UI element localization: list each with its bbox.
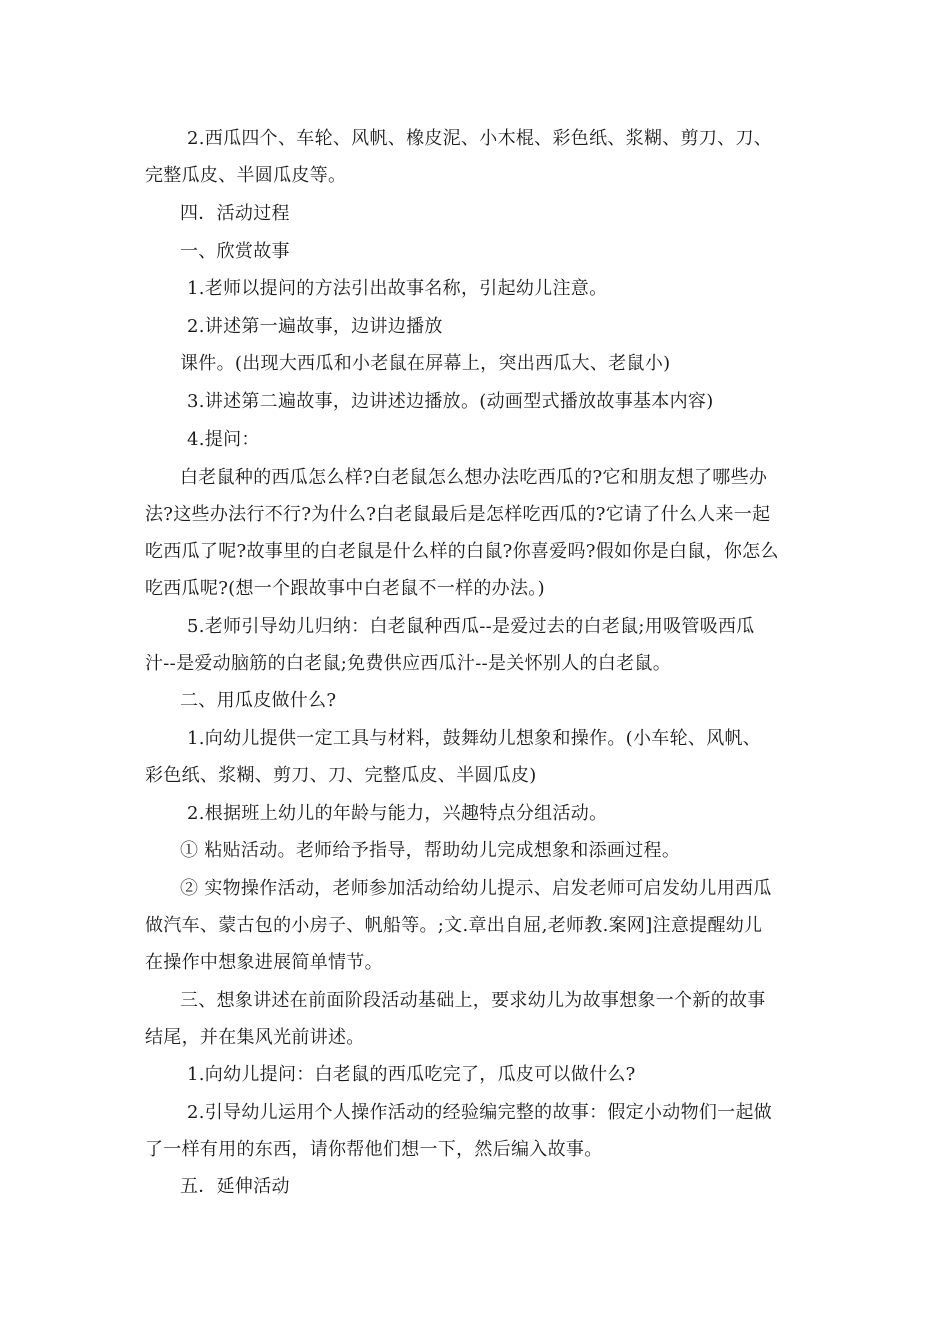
text-line: ② 实物操作活动，老师参加活动给幼儿提示、启发老师可启发幼儿用西瓜 [180,878,772,899]
section-heading: 四．活动过程 [180,203,290,224]
text-line: 完整瓜皮、半圆瓜皮等。 [145,165,347,186]
text-line: 吃西瓜了呢?故事里的白老鼠是什么样的白鼠?你喜爱吗?假如你是白鼠，你怎么 [145,541,779,562]
section-heading: 一、欣赏故事 [180,241,290,262]
text-line: 2.讲述第一遍故事，边讲边播放 [187,316,443,337]
text-line: 1.向幼儿提问：白老鼠的西瓜吃完了，瓜皮可以做什么? [187,1064,636,1085]
text-line: 课件。(出现大西瓜和小老鼠在屏幕上，突出西瓜大、老鼠小) [180,353,671,374]
text-line: 白老鼠种的西瓜怎么样?白老鼠怎么想办法吃西瓜的?它和朋友想了哪些办 [180,467,768,488]
text-line: 3.讲述第二遍故事，边讲述边播放。(动画型式播放故事基本内容) [187,391,714,412]
text-line: 法?这些办法行不行?为什么?白老鼠最后是怎样吃西瓜的?它请了什么人来一起 [145,504,771,525]
text-line: 2.根据班上幼儿的年龄与能力，兴趣特点分组活动。 [187,803,608,824]
text-line: 1.老师以提问的方法引出故事名称，引起幼儿注意。 [187,278,608,299]
text-line: 4.提问： [187,429,260,450]
text-line: 2.引导幼儿运用个人操作活动的经验编完整的故事：假定小动物们一起做 [187,1102,773,1123]
text-line: 1.向幼儿提供一定工具与材料，鼓舞幼儿想象和操作。(小车轮、风帆、 [187,728,762,749]
section-heading: 五．延伸活动 [180,1176,290,1197]
text-line: 彩色纸、浆糊、剪刀、刀、完整瓜皮、半圆瓜皮) [145,765,537,786]
text-line: 5.老师引导幼儿归纳：白老鼠种西瓜--是爱过去的白老鼠;用吸管吸西瓜 [187,616,755,637]
text-line: 结尾，并在集风光前讲述。 [145,1027,365,1048]
text-line: ① 粘贴活动。老师给予指导，帮助幼儿完成想象和添画过程。 [180,840,681,861]
text-line: 做汽车、蒙古包的小房子、帆船等。;文.章出自屈,老师教.案网]注意提醒幼儿 [145,915,763,936]
text-line: 2.西瓜四个、车轮、风帆、橡皮泥、小木棍、彩色纸、浆糊、剪刀、刀、 [187,128,773,149]
text-line: 在操作中想象进展简单情节。 [145,952,383,973]
section-heading: 三、想象讲述在前面阶段活动基础上，要求幼儿为故事想象一个新的故事 [180,990,766,1011]
text-line: 吃西瓜呢?(想一个跟故事中白老鼠不一样的办法。) [145,578,545,599]
section-heading: 二、用瓜皮做什么? [180,690,337,711]
text-line: 了一样有用的东西，请你帮他们想一下，然后编入故事。 [145,1139,603,1160]
text-line: 汁--是爱动脑筋的白老鼠;免费供应西瓜汁--是关怀别人的白老鼠。 [145,653,671,674]
